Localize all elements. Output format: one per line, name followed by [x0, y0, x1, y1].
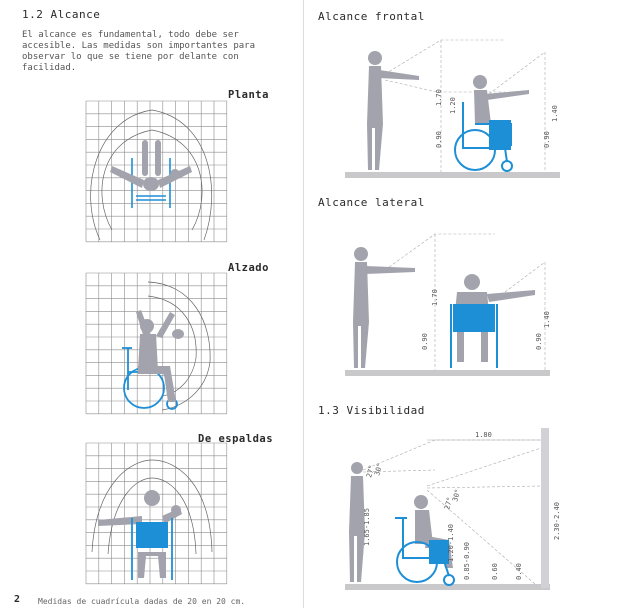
dimension-labels	[363, 431, 561, 580]
section-heading-alcance-frontal: Alcance frontal	[318, 10, 425, 23]
figure-label-planta: Planta	[228, 89, 269, 101]
figure-label-alzado: Alzado	[228, 262, 269, 274]
dim-0-85-0-90: 0.85-0.90	[463, 542, 471, 580]
reach-lines	[385, 40, 545, 172]
dim-0-90: 0.90	[421, 333, 429, 350]
wheelchair-seat	[489, 120, 511, 150]
standing-person	[367, 51, 419, 170]
grid-diagram-alzado	[72, 272, 232, 422]
reach-arc	[148, 282, 210, 410]
dim-1-65-1-85: 1.65-1.85	[363, 508, 371, 546]
wheelchair-back-panel	[453, 304, 495, 332]
person-plan	[110, 140, 192, 191]
diagram-visibilidad	[345, 428, 565, 594]
intro-paragraph	[22, 30, 282, 74]
floor	[345, 172, 560, 178]
wheelchair-seat	[429, 540, 449, 564]
dim-0-90: 0.90	[435, 131, 443, 148]
grid-diagram-planta	[72, 100, 232, 250]
wall	[541, 428, 549, 588]
dim-2-30-2-40: 2.30-2.40	[553, 502, 561, 540]
section-heading-visibilidad: 1.3 Visibilidad	[318, 404, 425, 417]
grid-lines	[86, 443, 227, 584]
reach-arc	[91, 110, 212, 240]
dim-1-80: 1.80	[475, 431, 492, 439]
floor	[345, 370, 550, 376]
angle-27: 27°	[443, 496, 455, 511]
dim-1-70: 1.70	[435, 89, 443, 106]
intro-line: El alcance es fundamental, todo debe ser	[22, 30, 239, 40]
dim-1-20-1-40: 1.20-1.40	[447, 524, 455, 562]
dim-0-90: 0.90	[543, 131, 551, 148]
figure-label-espaldas: De espaldas	[198, 433, 274, 445]
section-heading-alcance-lateral: Alcance lateral	[318, 196, 425, 209]
page-number: 2	[14, 594, 21, 605]
footnote: Medidas de cuadrícula dadas de 20 en 20 cm.	[38, 597, 246, 606]
angle-30: 30°	[451, 488, 463, 503]
dim-0-60: 0.60	[491, 563, 499, 580]
dim-1-40: 1.40	[543, 311, 551, 328]
dim-1-40: 1.40	[551, 105, 559, 122]
diagram-alcance-frontal	[345, 32, 565, 182]
dim-0-90: 0.90	[535, 333, 543, 350]
dim-0-40: 0.40	[515, 563, 523, 580]
angle-27: 27°	[365, 464, 377, 479]
dim-1-70: 1.70	[431, 289, 439, 306]
standing-person	[353, 247, 415, 368]
intro-line: accesible. Las medidas son importantes para	[22, 41, 255, 51]
page-divider	[303, 0, 304, 608]
diagram-alcance-lateral	[345, 232, 565, 382]
grid-diagram-espaldas	[72, 442, 232, 592]
seated-person	[473, 75, 529, 124]
angle-30: 30°	[373, 462, 385, 477]
intro-line: observar lo que se tiene por delante con	[22, 52, 239, 62]
section-heading-alcance: 1.2 Alcance	[22, 8, 101, 21]
intro-line: facilidad.	[22, 63, 77, 73]
dim-1-20: 1.20	[449, 97, 457, 114]
